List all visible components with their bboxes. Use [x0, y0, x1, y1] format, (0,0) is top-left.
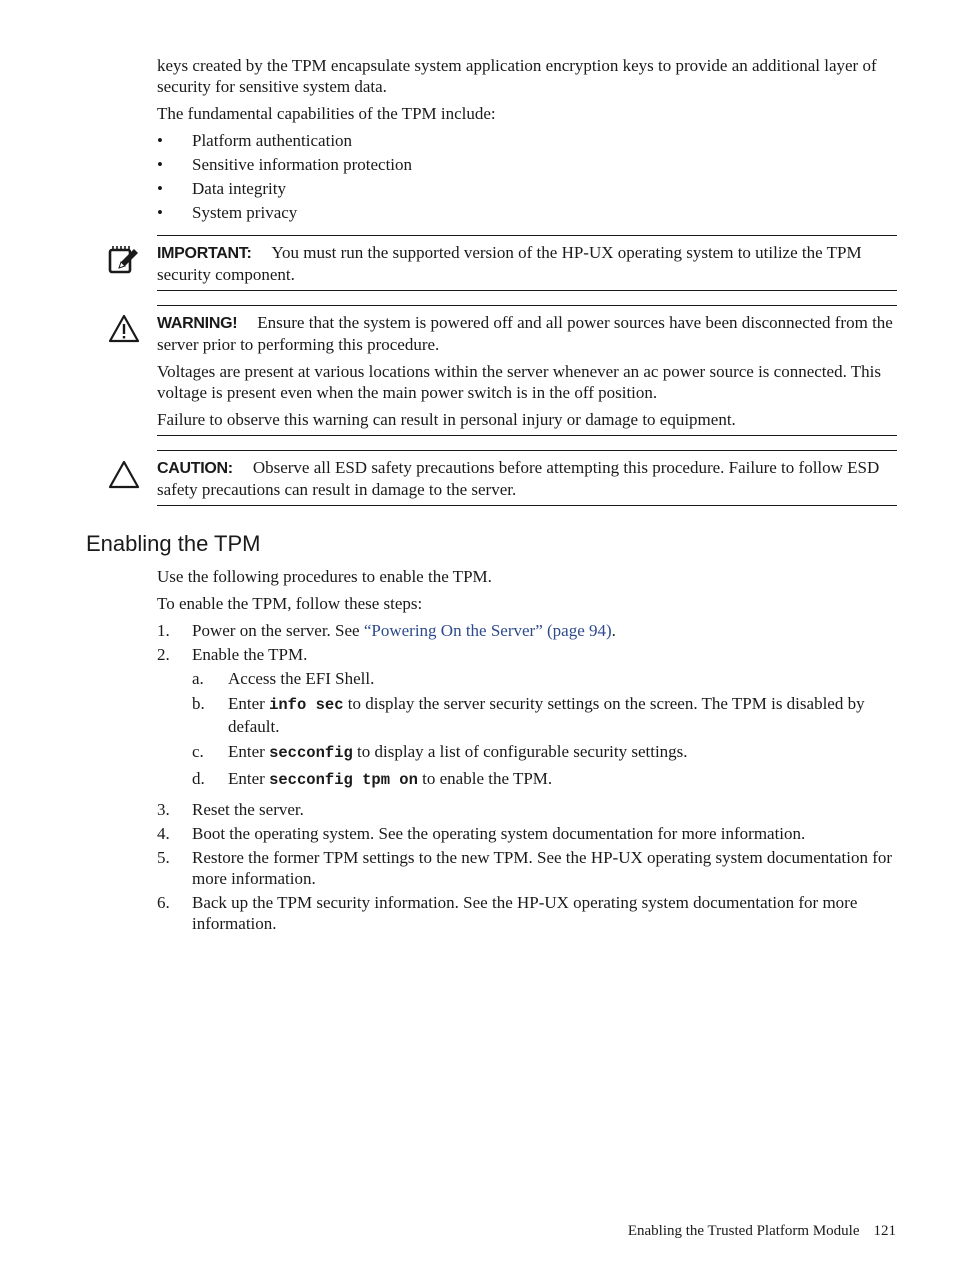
- step-item: 2. Enable the TPM. a. Access the EFI Shell. b. Enter info sec to display the server security settings on the screen. The TPM is disabled by default. c. Enter secconfig to display a list of configurable security settings. d. Enter secconfig tpm on to enable the TPM.: [157, 644, 897, 791]
- warning-label: WARNING!: [157, 315, 238, 332]
- steps-list: [157, 620, 897, 934]
- powering-on-link[interactable]: “Powering On the Server” (page 94): [363, 621, 612, 640]
- caution-note: [157, 450, 897, 506]
- intro-continuation: keys created by the TPM encapsulate system application encryption keys to provide an additional layer of security for sensitive system data.: [157, 56, 877, 96]
- bullet: •: [157, 203, 163, 222]
- substep-letter: a.: [192, 669, 204, 688]
- substeps-list: [192, 668, 897, 791]
- step-number: 6.: [157, 893, 170, 912]
- substep-item: a. Access the EFI Shell.: [192, 669, 375, 688]
- substep-item: c. Enter secconfig to display a list of configurable security settings.: [192, 742, 688, 762]
- step-item: 4. Boot the operating system. See the operating system documentation for more information.: [157, 824, 806, 843]
- list-item: • System privacy: [157, 203, 298, 222]
- caution-label: CAUTION:: [157, 460, 233, 477]
- section-intro: To enable the TPM, follow these steps:: [157, 594, 423, 613]
- substep-item: b. Enter info sec to display the server security settings on the screen. The TPM is disabled by default.: [192, 694, 865, 736]
- step-number: 1.: [157, 621, 170, 640]
- step-number: 2.: [157, 645, 170, 664]
- step-item: 3. Reset the server.: [157, 800, 304, 819]
- warning-paragraph: Voltages are present at various locations within the server whenever an ac power source is connected. This voltage is present even when the main power switch is in the off position.: [157, 362, 881, 402]
- capabilities-lead: The fundamental capabilities of the TPM include:: [157, 104, 496, 123]
- command-code: secconfig: [269, 744, 353, 762]
- list-item: • Platform authentication: [157, 131, 353, 150]
- important-label: IMPORTANT:: [157, 245, 252, 262]
- page-content: [157, 55, 897, 520]
- list-item: • Data integrity: [157, 179, 286, 198]
- substep-letter: d.: [192, 769, 205, 788]
- warning-text: Ensure that the system is powered off and all power sources have been disconnected from the server prior to performing this procedure.: [157, 313, 893, 354]
- footer-chapter-title: Enabling the Trusted Platform Module: [627, 1223, 860, 1239]
- bullet: •: [157, 179, 163, 198]
- substep-letter: c.: [192, 742, 204, 761]
- step-item: 1. Power on the server. See “Powering On the Server” (page 94).: [157, 621, 616, 640]
- bullet: •: [157, 155, 163, 174]
- step-item: 5. Restore the former TPM settings to the new TPM. See the HP-UX operating system documentation for more information.: [157, 848, 893, 888]
- capabilities-list: [157, 130, 897, 223]
- list-item: • Sensitive information protection: [157, 155, 413, 174]
- substep-letter: b.: [192, 694, 205, 713]
- warning-paragraph: Failure to observe this warning can result in personal injury or damage to equipment.: [157, 410, 736, 429]
- step-number: 3.: [157, 800, 170, 819]
- page-number: 121: [873, 1223, 896, 1239]
- substep-item: d. Enter secconfig tpm on to enable the TPM.: [192, 769, 553, 789]
- warning-triangle-icon: [107, 312, 141, 346]
- step-number: 4.: [157, 824, 170, 843]
- warning-note: [157, 305, 897, 436]
- important-note-icon: [107, 242, 141, 276]
- section-title: Enabling the TPM: [86, 531, 261, 556]
- important-text: You must run the supported version of the HP-UX operating system to utilize the TPM security component.: [157, 243, 862, 284]
- step-item: 6. Back up the TPM security information. See the HP-UX operating system documentation for more information.: [157, 893, 858, 933]
- important-note: [157, 235, 897, 291]
- caution-triangle-icon: [107, 457, 141, 491]
- command-code: info sec: [269, 696, 344, 714]
- page-footer: [628, 1221, 896, 1242]
- bullet: •: [157, 131, 163, 150]
- section-body: [157, 566, 897, 937]
- step-number: 5.: [157, 848, 170, 867]
- section-intro: Use the following procedures to enable the TPM.: [157, 567, 492, 586]
- caution-text: Observe all ESD safety precautions before attempting this procedure. Failure to follow ESD safety precautions can result in damage to the server.: [157, 458, 880, 499]
- command-code: secconfig tpm on: [269, 771, 418, 789]
